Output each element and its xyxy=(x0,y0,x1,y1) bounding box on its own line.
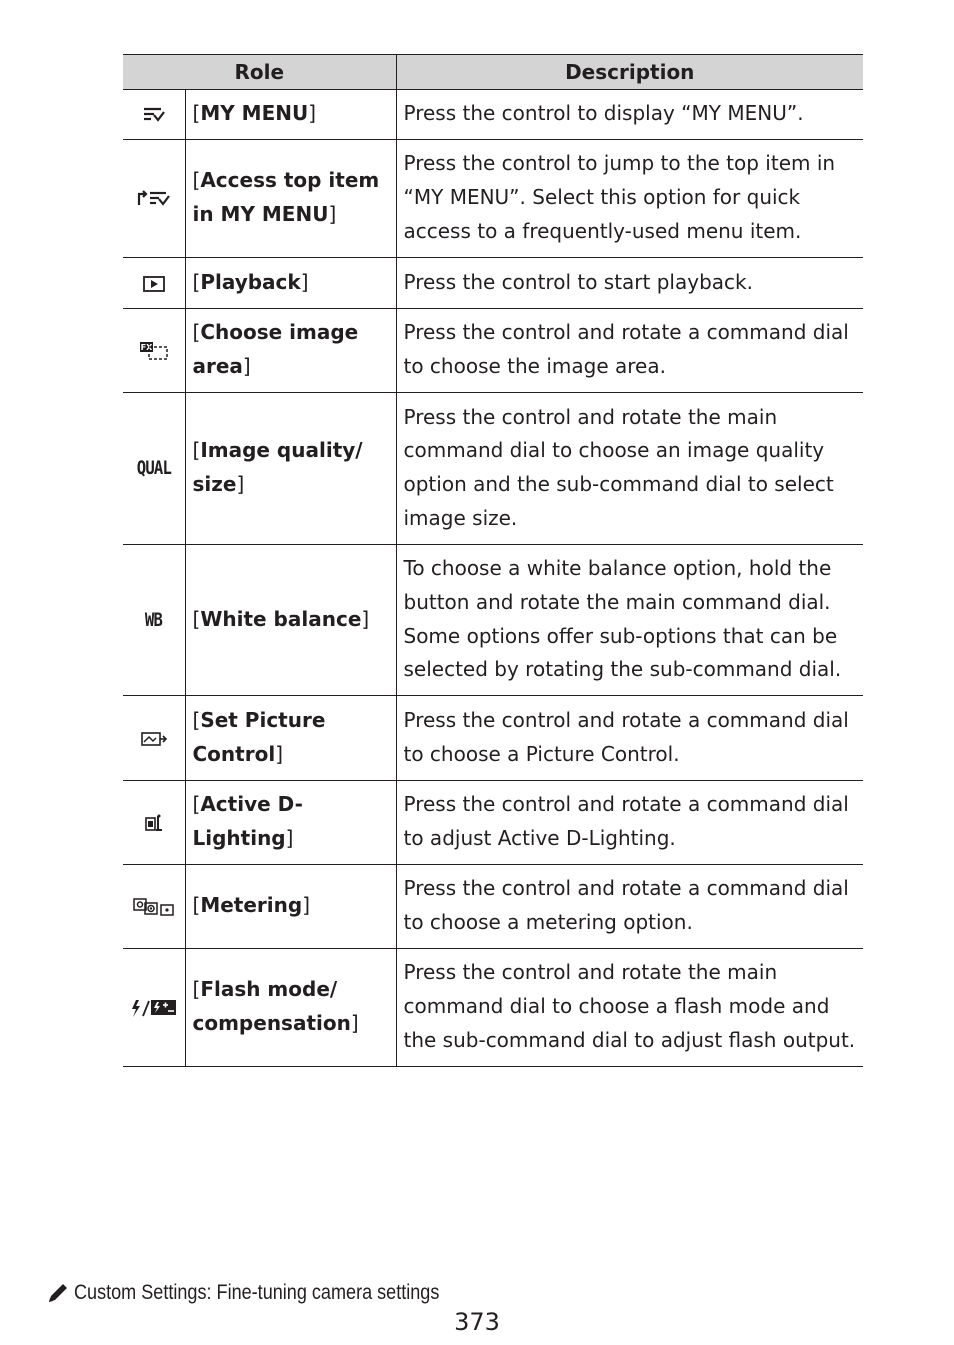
page-number: 373 xyxy=(454,1308,500,1336)
my-menu-icon xyxy=(142,106,166,124)
role-description: Press the control to jump to the top item in “MY MENU”. Select this option for quick access to a frequently-used menu item. xyxy=(396,140,863,258)
role-description: Press the control to start playback. xyxy=(396,258,863,309)
wb-icon: WB xyxy=(145,608,163,631)
header-description: Description xyxy=(396,55,863,90)
role-name-cell: [Playback] xyxy=(185,258,396,309)
svg-text:FX: FX xyxy=(140,343,153,353)
role-name: Image quality/ size xyxy=(192,438,363,496)
active-d-lighting-icon xyxy=(144,813,164,833)
table-row xyxy=(123,545,863,696)
role-name: Set Picture Control xyxy=(192,707,326,766)
table-header-row xyxy=(123,55,863,90)
role-name-cell: [White balance] xyxy=(185,545,396,696)
role-description: Press the control and rotate the main command dial to choose an image quality option and the sub-command dial to select image size. xyxy=(396,393,863,545)
role-description: Press the control to display “MY MENU”. xyxy=(396,90,863,140)
role-description: Press the control and rotate a command dial to choose the image area. xyxy=(396,309,863,393)
picture-control-icon xyxy=(140,730,168,748)
role-icon-cell xyxy=(123,90,185,140)
role-name: Metering xyxy=(200,893,303,918)
footer-section-link[interactable] xyxy=(46,1279,499,1307)
role-name-cell: [Set Picture Control] xyxy=(185,696,396,781)
table-row xyxy=(123,140,863,258)
role-name: Flash mode/ compensation xyxy=(192,977,351,1035)
role-icon-cell xyxy=(123,140,185,258)
role-name-cell: [Active D-Lighting] xyxy=(185,781,396,865)
header-role: Role xyxy=(123,55,396,90)
role-description: To choose a white balance option, hold the button and rotate the main command dial. Some options offer sub-options that can be selected by rotating the sub-command dial. xyxy=(396,545,863,696)
role-description: Press the control and rotate the main command dial to choose a flash mode and the sub-command dial to adjust flash output. xyxy=(396,949,863,1067)
table-row xyxy=(123,90,863,140)
table-row xyxy=(123,696,863,781)
my-menu-top-icon xyxy=(136,189,172,209)
role-name: Playback xyxy=(200,269,301,294)
table-row xyxy=(123,309,863,393)
role-name-cell: [Flash mode/ compensation] xyxy=(185,949,396,1067)
table-row xyxy=(123,258,863,309)
role-name: MY MENU xyxy=(200,101,309,126)
role-name: Choose image area xyxy=(192,320,359,378)
role-icon-cell xyxy=(123,865,185,949)
role-icon-cell xyxy=(123,309,185,393)
role-name-cell: [Access top item in MY MENU] xyxy=(185,140,396,258)
table-row xyxy=(123,781,863,865)
role-name-cell: [MY MENU] xyxy=(185,90,396,140)
role-name: White balance xyxy=(200,606,362,631)
pencil-icon xyxy=(46,1281,70,1305)
table-row xyxy=(123,949,863,1067)
role-icon-cell xyxy=(123,781,185,865)
role-icon-cell xyxy=(123,696,185,781)
role-description: Press the control and rotate a command dial to adjust Active D-Lighting. xyxy=(396,781,863,865)
image-area-icon xyxy=(139,341,169,361)
role-name-cell: [Metering] xyxy=(185,865,396,949)
playback-icon xyxy=(143,276,165,292)
role-description: Press the control and rotate a command dial to choose a metering option. xyxy=(396,865,863,949)
table-row xyxy=(123,865,863,949)
qual-icon: QUAL xyxy=(136,457,171,480)
role-description: Press the control and rotate a command dial to choose a Picture Control. xyxy=(396,696,863,781)
role-name-cell: [Choose image area] xyxy=(185,309,396,393)
table-row xyxy=(123,393,863,545)
role-icon-cell xyxy=(123,545,185,696)
role-name: Active D-Lighting xyxy=(192,792,303,850)
role-icon-cell xyxy=(123,949,185,1067)
role-icon-cell xyxy=(123,393,185,545)
metering-icon xyxy=(133,897,175,917)
flash-icon xyxy=(130,997,178,1019)
role-icon-cell xyxy=(123,258,185,309)
custom-controls-table xyxy=(123,54,863,1067)
footer-text[interactable]: Custom Settings: Fine-tuning camera settings xyxy=(74,1281,440,1304)
role-name-cell: [Image quality/ size] xyxy=(185,393,396,545)
role-name: Access top item in MY MENU xyxy=(192,168,380,226)
